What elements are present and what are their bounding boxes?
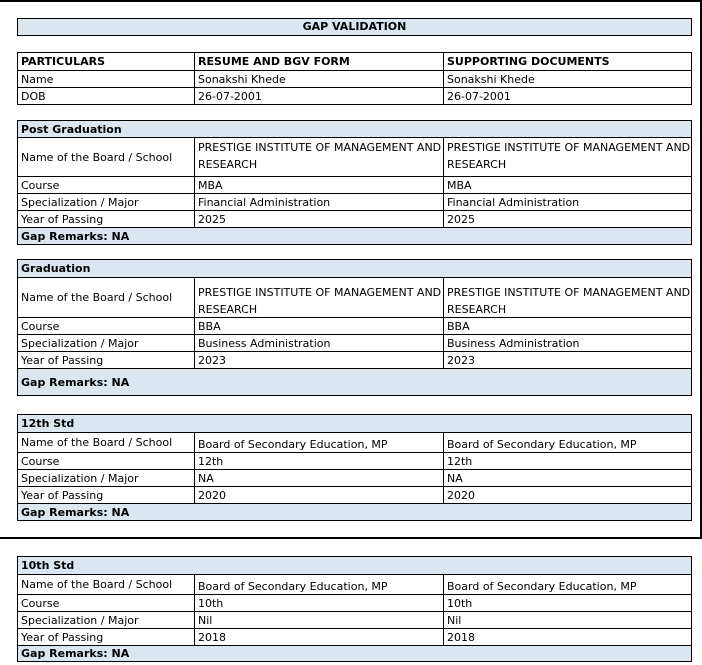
docs-value: Business Administration: [447, 336, 580, 350]
row-label: Name of the Board / School: [18, 278, 195, 317]
table-row: [18, 594, 691, 611]
gap-remarks: Gap Remarks: NA: [18, 227, 691, 244]
row-label: Year of Passing: [18, 487, 195, 503]
table-row: [18, 574, 691, 594]
table-row: [18, 469, 691, 486]
row-label: Course: [18, 318, 195, 334]
resume-value: 2020: [195, 487, 444, 503]
table-row: [18, 87, 691, 104]
table-row: [18, 210, 691, 227]
post-graduation-section: [17, 120, 692, 138]
docs-value: BBA: [447, 319, 470, 333]
row-label: Specialization / Major: [18, 470, 195, 486]
gap-remarks: Gap Remarks: NA: [18, 368, 691, 395]
tenth-std-section: [17, 556, 692, 662]
row-label: Course: [18, 595, 195, 611]
table-header-row: [18, 53, 691, 70]
header-resume-bgv: RESUME AND BGV FORM: [195, 53, 444, 70]
table-row: [18, 193, 691, 210]
docs-value: Nil: [447, 613, 462, 627]
top-rule: [0, 0, 702, 2]
row-label: Course: [18, 177, 195, 193]
docs-value: 26-07-2001: [447, 89, 511, 103]
table-row: [18, 317, 691, 334]
gap-remarks: Gap Remarks: NA: [18, 503, 691, 520]
resume-value: 2023: [195, 352, 444, 368]
table-row: [18, 432, 691, 452]
docs-value: Sonakshi Khede: [447, 72, 535, 86]
row-label: DOB: [18, 88, 195, 104]
docs-value: 2025: [447, 212, 475, 226]
docs-value: 2023: [447, 353, 475, 367]
section-title: 12th Std: [18, 415, 691, 432]
table-row: [18, 277, 691, 317]
resume-value: 2018: [195, 629, 444, 645]
table-row: [18, 486, 691, 503]
docs-value: Financial Administration: [447, 195, 580, 209]
post-graduation-table: [17, 137, 692, 245]
row-label: Name of the Board / School: [18, 433, 195, 452]
table-row: [18, 334, 691, 351]
resume-value: NA: [195, 470, 444, 486]
docs-value: Board of Secondary Education, MP: [447, 579, 637, 593]
docs-value: 10th: [447, 596, 473, 610]
row-label: Name of the Board / School: [18, 575, 195, 594]
table-row: [18, 452, 691, 469]
row-label: Specialization / Major: [18, 335, 195, 351]
resume-value: 10th: [195, 595, 444, 611]
graduation-section: [17, 259, 692, 396]
personal-details-table: [17, 52, 692, 105]
docs-value: PRESTIGE INSTITUTE OF MANAGEMENT AND RESEARCH: [447, 286, 691, 316]
docs-value: 2018: [447, 630, 475, 644]
docs-value: NA: [447, 471, 463, 485]
row-label: Name: [18, 71, 195, 87]
section-title: Post Graduation: [18, 121, 691, 138]
twelfth-std-section: [17, 414, 692, 521]
docs-value: 2020: [447, 488, 475, 502]
docs-value: Board of Secondary Education, MP: [447, 437, 637, 451]
resume-value: Business Administration: [195, 335, 444, 351]
header-supporting-docs: SUPPORTING DOCUMENTS: [447, 55, 610, 68]
resume-value: Financial Administration: [195, 194, 444, 210]
docs-value: MBA: [447, 178, 472, 192]
row-label: Name of the Board / School: [18, 138, 195, 176]
resume-value: Board of Secondary Education, MP: [195, 433, 444, 452]
table-row: [18, 70, 691, 87]
row-label: Specialization / Major: [18, 194, 195, 210]
table-row: [18, 138, 691, 176]
table-row: [18, 176, 691, 193]
resume-value: Board of Secondary Education, MP: [195, 575, 444, 594]
resume-value: Nil: [195, 612, 444, 628]
section-title: Graduation: [18, 260, 691, 277]
row-label: Specialization / Major: [18, 612, 195, 628]
docs-value: 12th: [447, 454, 473, 468]
resume-value: 12th: [195, 453, 444, 469]
resume-value: 26-07-2001: [195, 88, 444, 104]
row-label: Course: [18, 453, 195, 469]
resume-value: 2025: [195, 211, 444, 227]
resume-value: Sonakshi Khede: [195, 71, 444, 87]
table-row: [18, 628, 691, 645]
header-particulars: PARTICULARS: [18, 53, 195, 70]
page-break-rule: [0, 537, 702, 539]
resume-value: MBA: [195, 177, 444, 193]
section-title: 10th Std: [18, 557, 691, 574]
resume-value: PRESTIGE INSTITUTE OF MANAGEMENT AND RESEARCH: [195, 278, 444, 317]
table-row: [18, 611, 691, 628]
resume-value: PRESTIGE INSTITUTE OF MANAGEMENT AND RESEARCH: [195, 138, 444, 176]
gap-remarks: Gap Remarks: NA: [18, 645, 691, 661]
row-label: Year of Passing: [18, 211, 195, 227]
row-label: Year of Passing: [18, 352, 195, 368]
row-label: Year of Passing: [18, 629, 195, 645]
table-row: [18, 351, 691, 368]
resume-value: BBA: [195, 318, 444, 334]
docs-value: PRESTIGE INSTITUTE OF MANAGEMENT AND RESEARCH: [447, 141, 691, 171]
page-title: GAP VALIDATION: [17, 18, 692, 36]
